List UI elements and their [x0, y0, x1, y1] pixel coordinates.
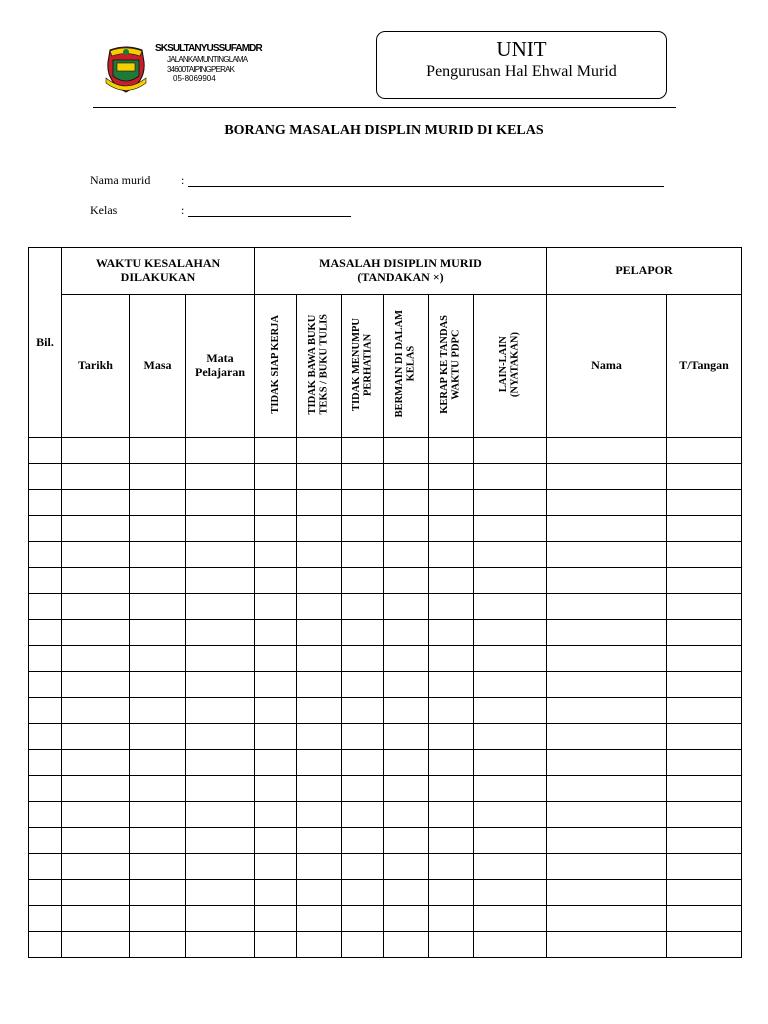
table-cell[interactable] [255, 828, 297, 854]
table-cell[interactable] [186, 880, 255, 906]
table-cell[interactable] [255, 568, 297, 594]
table-cell[interactable] [429, 776, 474, 802]
table-cell[interactable] [474, 594, 547, 620]
table-cell[interactable] [429, 646, 474, 672]
table-cell[interactable] [130, 646, 186, 672]
table-cell[interactable] [429, 750, 474, 776]
table-cell[interactable] [384, 698, 429, 724]
table-cell[interactable] [130, 880, 186, 906]
table-cell[interactable] [384, 516, 429, 542]
table-cell[interactable] [62, 854, 130, 880]
table-cell[interactable] [255, 490, 297, 516]
table-cell[interactable] [429, 672, 474, 698]
table-cell[interactable] [667, 464, 742, 490]
table-cell[interactable] [186, 568, 255, 594]
table-cell[interactable] [667, 776, 742, 802]
table-cell[interactable] [384, 490, 429, 516]
table-cell[interactable] [429, 932, 474, 958]
table-cell[interactable] [384, 802, 429, 828]
school-name: SKSULTANYUSSUFAMDR [155, 43, 262, 54]
table-cell[interactable] [429, 620, 474, 646]
table-row [29, 932, 742, 958]
table-cell[interactable] [474, 932, 547, 958]
nama-murid-colon: : [181, 173, 185, 187]
table-cell[interactable] [62, 490, 130, 516]
table-cell[interactable] [384, 646, 429, 672]
table-cell[interactable] [429, 698, 474, 724]
table-cell[interactable] [474, 750, 547, 776]
table-cell[interactable] [342, 724, 384, 750]
header-tidak-siap-kerja: TIDAK SIAP KERJA [255, 295, 297, 438]
table-cell[interactable] [547, 542, 667, 568]
table-cell[interactable] [62, 932, 130, 958]
table-cell[interactable] [342, 646, 384, 672]
table-cell[interactable] [384, 776, 429, 802]
table-cell[interactable] [186, 464, 255, 490]
table-row [29, 516, 742, 542]
table-cell[interactable] [547, 490, 667, 516]
table-cell[interactable] [547, 906, 667, 932]
table-cell[interactable] [29, 438, 62, 464]
school-address-line2: 34600TAIPINGPERAK [167, 65, 235, 74]
table-cell[interactable] [29, 698, 62, 724]
table-cell[interactable] [186, 516, 255, 542]
table-cell[interactable] [474, 672, 547, 698]
table-cell[interactable] [255, 750, 297, 776]
table-cell[interactable] [255, 932, 297, 958]
table-cell[interactable] [342, 854, 384, 880]
table-cell[interactable] [474, 490, 547, 516]
table-cell[interactable] [186, 828, 255, 854]
table-cell[interactable] [474, 438, 547, 464]
table-cell[interactable] [29, 750, 62, 776]
table-cell[interactable] [186, 750, 255, 776]
table-cell[interactable] [29, 776, 62, 802]
table-cell[interactable] [384, 438, 429, 464]
table-cell[interactable] [255, 438, 297, 464]
table-cell[interactable] [255, 672, 297, 698]
table-cell[interactable] [429, 516, 474, 542]
table-cell[interactable] [297, 542, 342, 568]
table-cell[interactable] [342, 750, 384, 776]
table-cell[interactable] [667, 750, 742, 776]
table-cell[interactable] [342, 620, 384, 646]
table-cell[interactable] [62, 516, 130, 542]
header-tandatangan: T/Tangan [667, 295, 742, 438]
table-row [29, 906, 742, 932]
table-cell[interactable] [342, 516, 384, 542]
table-row [29, 646, 742, 672]
table-cell[interactable] [547, 646, 667, 672]
table-cell[interactable] [474, 854, 547, 880]
table-cell[interactable] [29, 906, 62, 932]
table-cell[interactable] [130, 620, 186, 646]
table-cell[interactable] [186, 802, 255, 828]
table-row [29, 828, 742, 854]
table-cell[interactable] [130, 542, 186, 568]
table-cell[interactable] [130, 672, 186, 698]
table-cell[interactable] [384, 906, 429, 932]
table-row [29, 672, 742, 698]
table-cell[interactable] [474, 568, 547, 594]
table-cell[interactable] [667, 932, 742, 958]
header-divider [93, 107, 676, 108]
unit-box [376, 31, 667, 99]
table-cell[interactable] [62, 802, 130, 828]
table-cell[interactable] [255, 542, 297, 568]
table-cell[interactable] [130, 828, 186, 854]
table-cell[interactable] [547, 932, 667, 958]
table-row [29, 594, 742, 620]
table-cell[interactable] [667, 880, 742, 906]
unit-title: UNIT [496, 37, 547, 61]
table-cell[interactable] [29, 724, 62, 750]
table-row [29, 490, 742, 516]
table-cell[interactable] [547, 438, 667, 464]
table-cell[interactable] [474, 906, 547, 932]
table-cell[interactable] [474, 776, 547, 802]
table-cell[interactable] [342, 464, 384, 490]
table-cell[interactable] [255, 802, 297, 828]
table-row [29, 724, 742, 750]
table-cell[interactable] [186, 646, 255, 672]
table-row [29, 880, 742, 906]
table-cell[interactable] [547, 854, 667, 880]
table-cell[interactable] [62, 880, 130, 906]
table-cell[interactable] [667, 516, 742, 542]
header-waktu-kesalahan: WAKTU KESALAHAN DILAKUKAN [62, 248, 255, 295]
table-cell[interactable] [342, 880, 384, 906]
table-cell[interactable] [667, 490, 742, 516]
table-cell[interactable] [186, 438, 255, 464]
table-cell[interactable] [29, 854, 62, 880]
table-cell[interactable] [474, 802, 547, 828]
table-row [29, 750, 742, 776]
table-cell[interactable] [297, 568, 342, 594]
table-cell[interactable] [547, 568, 667, 594]
table-cell[interactable] [29, 828, 62, 854]
table-cell[interactable] [297, 516, 342, 542]
table-cell[interactable] [384, 854, 429, 880]
table-cell[interactable] [342, 438, 384, 464]
table-cell[interactable] [667, 802, 742, 828]
table-cell[interactable] [342, 932, 384, 958]
header-bil: Bil. [29, 248, 62, 438]
table-cell[interactable] [547, 776, 667, 802]
table-cell[interactable] [429, 802, 474, 828]
table-cell[interactable] [342, 828, 384, 854]
table-cell[interactable] [342, 594, 384, 620]
table-cell[interactable] [297, 646, 342, 672]
table-cell[interactable] [667, 854, 742, 880]
table-cell[interactable] [384, 932, 429, 958]
table-cell[interactable] [62, 724, 130, 750]
table-cell[interactable] [186, 776, 255, 802]
table-cell[interactable] [186, 698, 255, 724]
table-cell[interactable] [255, 516, 297, 542]
table-cell[interactable] [384, 594, 429, 620]
table-cell[interactable] [29, 516, 62, 542]
table-cell[interactable] [29, 490, 62, 516]
table-cell[interactable] [667, 568, 742, 594]
table-cell[interactable] [130, 438, 186, 464]
table-cell[interactable] [474, 828, 547, 854]
table-cell[interactable] [255, 880, 297, 906]
kelas-label: Kelas [90, 203, 118, 217]
kelas-line[interactable] [188, 216, 351, 217]
table-cell[interactable] [474, 516, 547, 542]
table-cell[interactable] [667, 542, 742, 568]
table-cell[interactable] [130, 516, 186, 542]
table-cell[interactable] [429, 828, 474, 854]
table-cell[interactable] [429, 438, 474, 464]
kelas-colon: : [181, 203, 185, 217]
header-mata-pelajaran: Mata Pelajaran [186, 295, 255, 438]
table-cell[interactable] [297, 620, 342, 646]
table-cell[interactable] [29, 620, 62, 646]
table-cell[interactable] [474, 698, 547, 724]
table-cell[interactable] [667, 698, 742, 724]
table-cell[interactable] [667, 724, 742, 750]
table-cell[interactable] [297, 854, 342, 880]
table-cell[interactable] [342, 542, 384, 568]
table-cell[interactable] [297, 906, 342, 932]
nama-murid-label: Nama murid [90, 173, 151, 187]
table-cell[interactable] [186, 620, 255, 646]
table-cell[interactable] [384, 880, 429, 906]
table-cell[interactable] [297, 672, 342, 698]
table-cell[interactable] [429, 594, 474, 620]
table-cell[interactable] [384, 724, 429, 750]
table-cell[interactable] [297, 698, 342, 724]
table-cell[interactable] [547, 620, 667, 646]
table-cell[interactable] [547, 802, 667, 828]
nama-murid-line[interactable] [188, 186, 664, 187]
table-cell[interactable] [547, 828, 667, 854]
table-cell[interactable] [29, 646, 62, 672]
table-cell[interactable] [429, 880, 474, 906]
table-cell[interactable] [29, 594, 62, 620]
table-cell[interactable] [342, 698, 384, 724]
table-cell[interactable] [342, 906, 384, 932]
table-cell[interactable] [429, 724, 474, 750]
table-cell[interactable] [342, 802, 384, 828]
table-cell[interactable] [130, 568, 186, 594]
table-cell[interactable] [255, 594, 297, 620]
table-cell[interactable] [384, 568, 429, 594]
table-cell[interactable] [130, 594, 186, 620]
table-cell[interactable] [342, 672, 384, 698]
table-cell[interactable] [62, 568, 130, 594]
table-cell[interactable] [62, 750, 130, 776]
table-cell[interactable] [667, 672, 742, 698]
table-cell[interactable] [255, 464, 297, 490]
table-cell[interactable] [474, 464, 547, 490]
table-cell[interactable] [62, 620, 130, 646]
table-cell[interactable] [547, 594, 667, 620]
table-cell[interactable] [130, 750, 186, 776]
school-info [155, 44, 262, 83]
table-cell[interactable] [474, 542, 547, 568]
table-body [29, 438, 742, 958]
header-bermain: BERMAIN DI DALAM KELAS [384, 295, 429, 438]
header-nama: Nama [547, 295, 667, 438]
table-cell[interactable] [255, 724, 297, 750]
table-cell[interactable] [384, 672, 429, 698]
table-cell[interactable] [62, 594, 130, 620]
table-cell[interactable] [429, 490, 474, 516]
school-address-line1: JALANKAMUNTINGLAMA [167, 55, 248, 64]
table-cell[interactable] [297, 880, 342, 906]
table-cell[interactable] [130, 698, 186, 724]
table-cell[interactable] [29, 672, 62, 698]
table-cell[interactable] [130, 490, 186, 516]
table-cell[interactable] [474, 646, 547, 672]
table-cell[interactable] [130, 724, 186, 750]
table-cell[interactable] [429, 464, 474, 490]
header-masalah-disiplin: MASALAH DISIPLIN MURID (TANDAKAN ×) [255, 248, 547, 295]
table-cell[interactable] [297, 776, 342, 802]
table-cell[interactable] [667, 620, 742, 646]
table-cell[interactable] [130, 776, 186, 802]
table-cell[interactable] [186, 932, 255, 958]
table-cell[interactable] [547, 464, 667, 490]
table-cell[interactable] [255, 776, 297, 802]
table-cell[interactable] [62, 672, 130, 698]
table-cell[interactable] [667, 438, 742, 464]
table-cell[interactable] [474, 620, 547, 646]
table-cell[interactable] [62, 646, 130, 672]
table-cell[interactable] [255, 620, 297, 646]
table-cell[interactable] [255, 646, 297, 672]
header-tidak-menumpu: TIDAK MENUMPU PERHATIAN [342, 295, 384, 438]
table-cell[interactable] [186, 906, 255, 932]
header-masa: Masa [130, 295, 186, 438]
table-cell[interactable] [667, 906, 742, 932]
table-cell[interactable] [547, 750, 667, 776]
table-cell[interactable] [547, 880, 667, 906]
table-cell[interactable] [342, 490, 384, 516]
table-cell[interactable] [297, 932, 342, 958]
table-cell[interactable] [547, 516, 667, 542]
table-cell[interactable] [29, 802, 62, 828]
table-cell[interactable] [130, 906, 186, 932]
table-cell[interactable] [130, 464, 186, 490]
table-cell[interactable] [29, 464, 62, 490]
table-row [29, 542, 742, 568]
table-cell[interactable] [62, 698, 130, 724]
table-cell[interactable] [547, 698, 667, 724]
table-cell[interactable] [474, 880, 547, 906]
table-cell[interactable] [255, 854, 297, 880]
table-cell[interactable] [62, 542, 130, 568]
table-row [29, 776, 742, 802]
header-tarikh: Tarikh [62, 295, 130, 438]
table-cell[interactable] [384, 828, 429, 854]
table-row [29, 438, 742, 464]
table-cell[interactable] [342, 776, 384, 802]
table-cell[interactable] [474, 724, 547, 750]
table-cell[interactable] [429, 568, 474, 594]
header-tidak-bawa-buku: TIDAK BAWA BUKU TEKS / BUKU TULIS [297, 295, 342, 438]
table-row [29, 854, 742, 880]
table-cell[interactable] [62, 828, 130, 854]
table-cell[interactable] [667, 828, 742, 854]
table-cell[interactable] [186, 724, 255, 750]
table-cell[interactable] [297, 594, 342, 620]
header-lain-lain: LAIN-LAIN (NYATAKAN) [474, 295, 547, 438]
form-title: BORANG MASALAH DISPLIN MURID DI KELAS [224, 123, 544, 138]
table-cell[interactable] [62, 464, 130, 490]
table-cell[interactable] [297, 438, 342, 464]
table-row [29, 464, 742, 490]
table-cell[interactable] [297, 464, 342, 490]
table-cell[interactable] [130, 854, 186, 880]
header-pelapor: PELAPOR [547, 248, 742, 295]
table-cell[interactable] [297, 724, 342, 750]
discipline-table [28, 247, 742, 958]
table-cell[interactable] [130, 932, 186, 958]
table-cell[interactable] [130, 802, 186, 828]
table-cell[interactable] [186, 854, 255, 880]
unit-subtitle: Pengurusan Hal Ehwal Murid [426, 63, 617, 80]
table-cell[interactable] [255, 906, 297, 932]
table-cell[interactable] [29, 880, 62, 906]
table-cell[interactable] [255, 698, 297, 724]
table-cell[interactable] [667, 594, 742, 620]
table-cell[interactable] [384, 464, 429, 490]
table-cell[interactable] [547, 724, 667, 750]
table-cell[interactable] [29, 568, 62, 594]
table-cell[interactable] [186, 490, 255, 516]
table-cell[interactable] [62, 776, 130, 802]
table-cell[interactable] [62, 438, 130, 464]
header-kerap-ke-tandas: KERAP KE TANDAS WAKTU PDPC [429, 295, 474, 438]
table-cell[interactable] [186, 672, 255, 698]
table-cell[interactable] [667, 646, 742, 672]
table-row [29, 698, 742, 724]
table-cell[interactable] [384, 750, 429, 776]
table-cell[interactable] [429, 542, 474, 568]
table-row [29, 620, 742, 646]
school-crest-icon [104, 42, 148, 94]
table-row [29, 568, 742, 594]
table-cell[interactable] [186, 542, 255, 568]
table-cell[interactable] [186, 594, 255, 620]
table-cell[interactable] [429, 854, 474, 880]
table-cell[interactable] [547, 672, 667, 698]
table-cell[interactable] [384, 542, 429, 568]
school-phone: 05-8069904 [173, 74, 216, 83]
table-cell[interactable] [297, 750, 342, 776]
table-cell[interactable] [297, 828, 342, 854]
table-row [29, 802, 742, 828]
table-cell[interactable] [384, 620, 429, 646]
table-cell[interactable] [297, 802, 342, 828]
table-cell[interactable] [62, 906, 130, 932]
table-cell[interactable] [429, 906, 474, 932]
table-cell[interactable] [29, 932, 62, 958]
table-cell[interactable] [342, 568, 384, 594]
table-cell[interactable] [29, 542, 62, 568]
table-cell[interactable] [297, 490, 342, 516]
